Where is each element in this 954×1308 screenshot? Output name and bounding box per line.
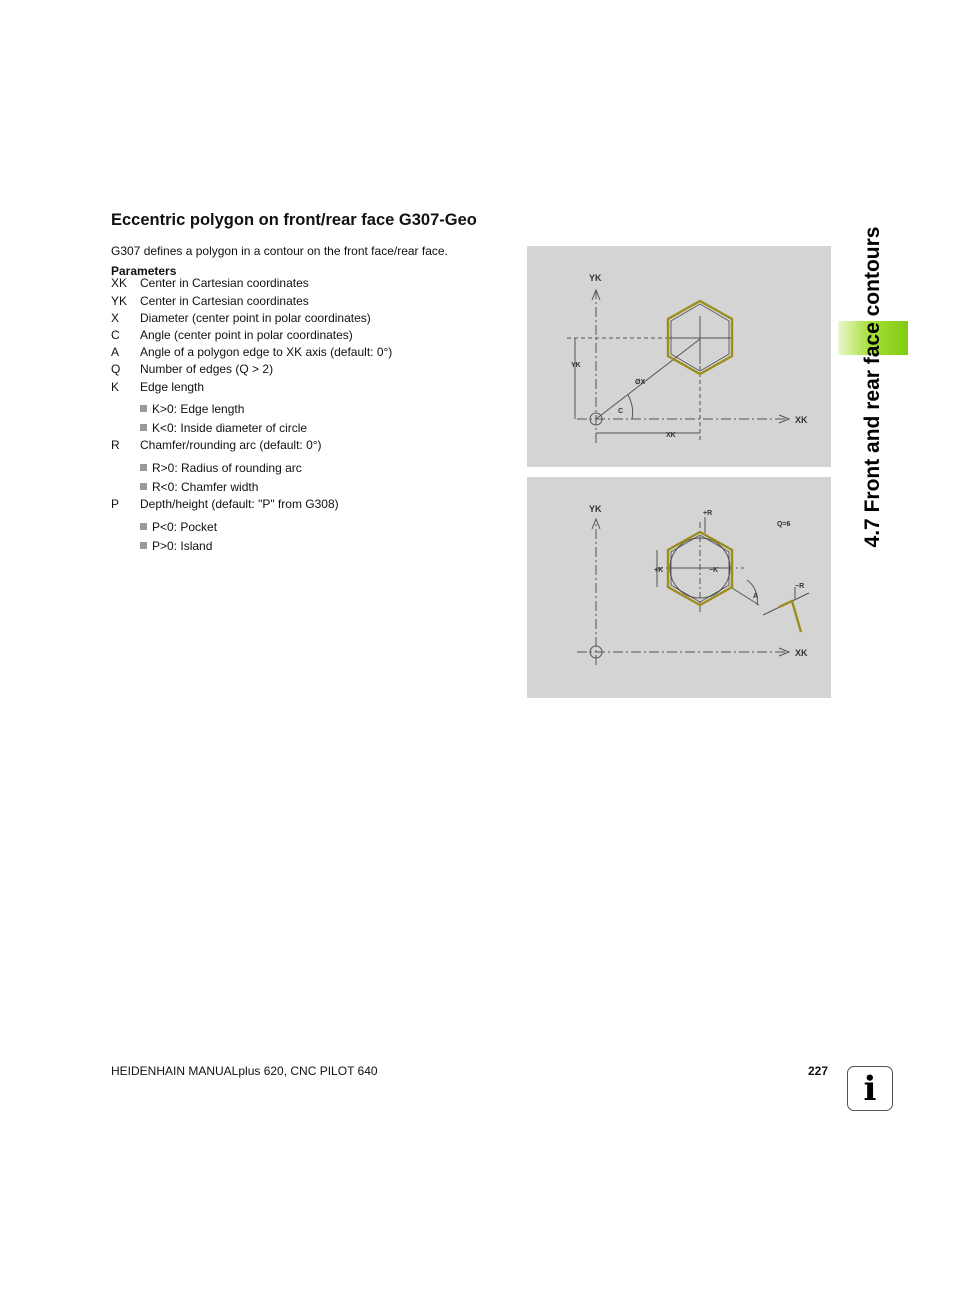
sub-item-r-positive [140, 461, 302, 475]
param-row-a [111, 345, 392, 359]
sub-item-p-positive [140, 539, 212, 553]
param-desc: Angle of a polygon edge to XK axis (default: 0°) [140, 345, 393, 359]
bullet-icon [140, 405, 147, 412]
sub-item-text: R>0: Radius of rounding arc [152, 461, 302, 475]
param-code: X [111, 311, 120, 325]
info-icon: i [847, 1066, 893, 1111]
param-code: XK [111, 276, 128, 290]
param-row-xk [111, 276, 309, 290]
param-row-k [111, 380, 204, 394]
angle-c-arc [628, 395, 633, 419]
param-row-q [111, 362, 273, 376]
bullet-icon [140, 464, 147, 471]
figure-polygon-parameters [527, 477, 831, 698]
footer-manual-title: HEIDENHAIN MANUALplus 620, CNC PILOT 640 [111, 1064, 378, 1078]
param-code: P [111, 497, 120, 511]
angle-a-label: A [753, 593, 759, 600]
intro-text: G307 defines a polygon in a contour on the front face/rear face. [111, 244, 448, 258]
param-desc: Center in Cartesian coordinates [140, 294, 309, 308]
yk-axis-label: YK [589, 273, 602, 283]
r-negative-label: −R [795, 583, 805, 590]
figure-polygon-position [527, 246, 831, 467]
param-row-r [111, 438, 322, 452]
param-row-x [111, 311, 371, 325]
param-desc: Angle (center point in polar coordinates) [140, 328, 353, 342]
param-code: A [111, 345, 120, 359]
sub-item-k-negative [140, 421, 307, 435]
bullet-icon [140, 424, 147, 431]
param-desc: Center in Cartesian coordinates [140, 276, 309, 290]
k-positive-label: +K [654, 567, 664, 574]
polar-radius-line [596, 339, 700, 419]
xk-axis-label: XK [795, 648, 808, 658]
sub-item-r-negative [140, 480, 258, 494]
param-code: Q [111, 362, 121, 376]
param-row-c [111, 328, 353, 342]
param-row-yk [111, 294, 309, 308]
sub-item-text: K<0: Inside diameter of circle [152, 421, 308, 435]
param-code: K [111, 380, 120, 394]
xk-dimension-label: XK [666, 432, 676, 439]
sub-item-text: R<0: Chamfer width [152, 480, 259, 494]
param-row-p [111, 497, 339, 511]
r-positive-label: +R [703, 510, 713, 517]
param-code: R [111, 438, 120, 452]
sub-item-text: P<0: Pocket [152, 520, 218, 534]
page-number: 227 [808, 1064, 829, 1078]
diameter-x-label: ØX [635, 379, 646, 386]
bullet-icon [140, 542, 147, 549]
corner-detail-contour [779, 601, 801, 632]
yk-dimension-label: YK [571, 362, 581, 369]
chapter-title-vertical: 4.7 Front and rear face contours [861, 226, 884, 548]
param-desc: Diameter (center point in polar coordinates) [140, 311, 371, 325]
xk-axis-label: XK [795, 415, 808, 425]
param-code: C [111, 328, 120, 342]
angle-c-label: C [618, 408, 624, 415]
sub-item-k-positive [140, 402, 244, 416]
param-desc: Number of edges (Q > 2) [140, 362, 274, 376]
sub-item-text: K>0: Edge length [152, 402, 245, 416]
bullet-icon [140, 523, 147, 530]
param-desc: Edge length [140, 380, 205, 394]
yk-axis-label: YK [589, 504, 602, 514]
section-title: Eccentric polygon on front/rear face G307-Geo [111, 211, 477, 229]
q-value-label: Q=6 [777, 521, 791, 528]
sub-item-p-negative [140, 520, 217, 534]
param-code: YK [111, 294, 128, 308]
sub-item-text: P>0: Island [152, 539, 213, 553]
bullet-icon [140, 483, 147, 490]
parameters-heading: Parameters [111, 264, 177, 278]
param-desc: Chamfer/rounding arc (default: 0°) [140, 438, 322, 452]
k-negative-label: −K [709, 567, 719, 574]
param-desc: Depth/height (default: "P" from G308) [140, 497, 339, 511]
